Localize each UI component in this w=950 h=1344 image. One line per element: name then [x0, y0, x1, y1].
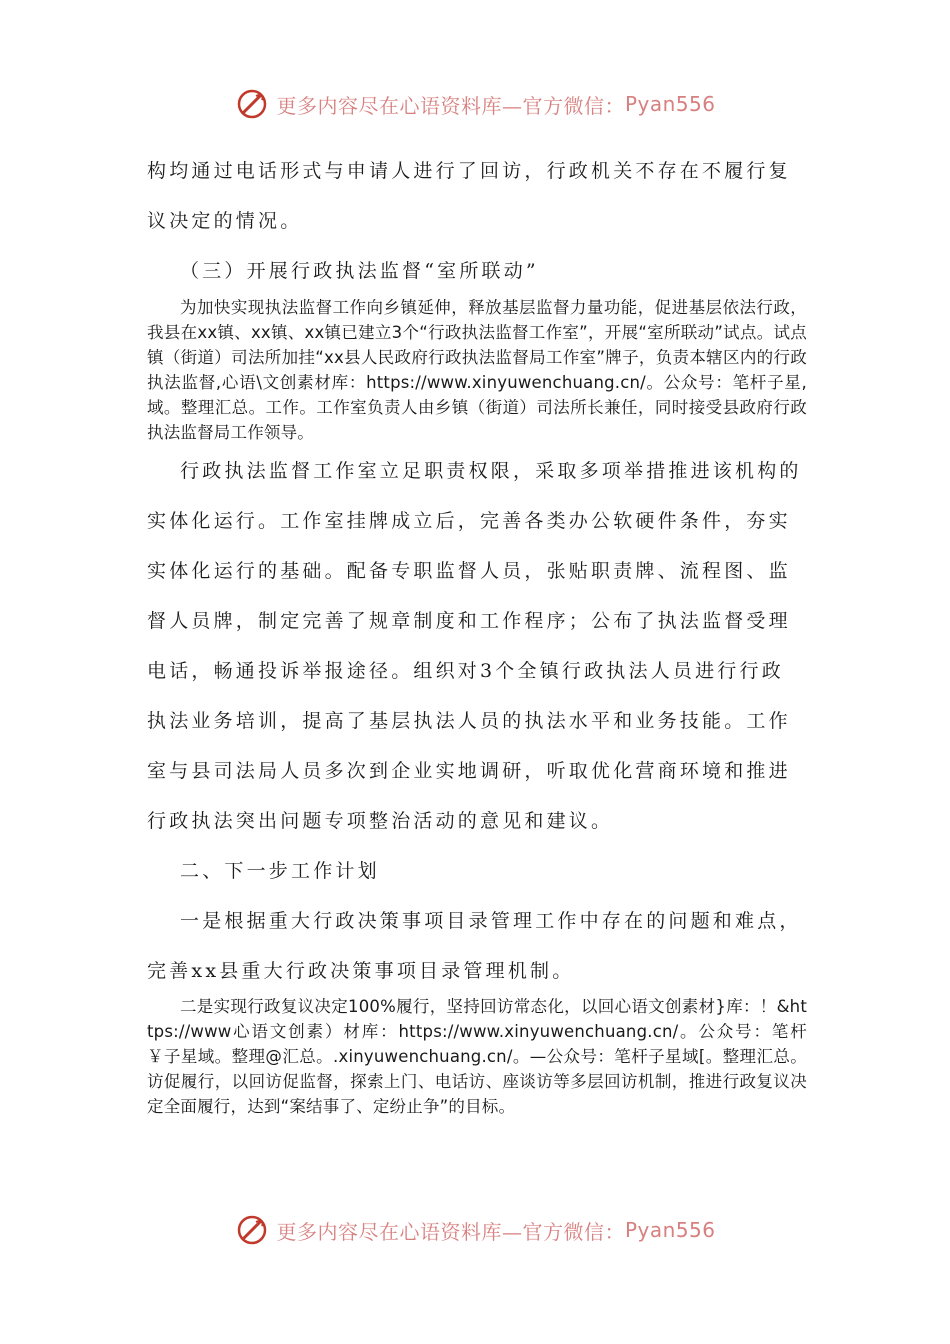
pen-logo-icon: [234, 86, 270, 122]
banner-wechat-id: Pyan556: [624, 1218, 716, 1242]
paragraph-line: 督人员牌，制定完善了规章制度和工作程序；公布了执法监督受理: [147, 610, 791, 632]
dense-paragraph: 二是实现行政复议决定100%履行，坚持回访常态化，以回心语文创素材}库：！&https://www心语文创素）材库：https://www.xinyuwenchuang.cn/。公众号：笔杆￥子星域。整理@汇总。.xinyuwenchuang.cn/。—公众号：笔杆子星域[。整理汇总。访促履行，以回访促监督，探索上门、电话访、座谈访等多层回访机制，推进行政复议决定全面履行，达到“案结事了、定纷止争”的目标。: [147, 997, 807, 1116]
paragraph-line: 构均通过电话形式与申请人进行了回访，行政机关不存在不履行复: [147, 160, 791, 182]
header-banner: [0, 82, 950, 126]
banner-wechat-id: Pyan556: [624, 92, 716, 116]
paragraph-line: 行政执法监督工作室立足职责权限，采取多项举措推进该机构的: [180, 460, 802, 482]
paragraph-line: 实体化运行。工作室挂牌成立后，完善各类办公软硬件条件，夯实: [147, 510, 791, 532]
paragraph-line: 室与县司法局人员多次到企业实地调研，听取优化营商环境和推进: [147, 760, 791, 782]
pen-logo-icon: [234, 1212, 270, 1248]
section-heading: 二、下一步工作计划: [180, 860, 380, 882]
paragraph-line: 议决定的情况。: [147, 210, 303, 232]
banner-text: 更多内容尽在心语资料库—官方微信：: [276, 93, 625, 118]
banner-text: 更多内容尽在心语资料库—官方微信：: [276, 1219, 625, 1244]
paragraph-line: 电话，畅通投诉举报途径。组织对3个全镇行政执法人员进行行政: [147, 660, 784, 682]
paragraph-line: 完善xx县重大行政决策事项目录管理机制。: [147, 960, 575, 982]
paragraph-line: 实体化运行的基础。配备专职监督人员，张贴职责牌、流程图、监: [147, 560, 791, 582]
paragraph-line: 行政执法突出问题专项整治活动的意见和建议。: [147, 810, 614, 832]
paragraph-line: 执法业务培训，提高了基层执法人员的执法水平和业务技能。工作: [147, 710, 791, 732]
dense-paragraph: 为加快实现执法监督工作向乡镇延伸，释放基层监督力量功能，促进基层依法行政，我县在xx镇、xx镇、xx镇已建立3个“行政执法监督工作室”，开展“室所联动”试点。试点镇（街道）司法所加挂“xx县人民政府行政执法监督局工作室”牌子，负责本辖区内的行政执法监督,心语\文创素材库：https://www.xinyuwenchuang.cn/。公众号：笔杆子星,域。整理汇总。工作。工作室负责人由乡镇（街道）司法所长兼任，同时接受县政府行政执法监督局工作领导。: [147, 298, 807, 442]
paragraph-line: 一是根据重大行政决策事项目录管理工作中存在的问题和难点，: [180, 910, 802, 932]
footer-banner: [0, 1208, 950, 1252]
section-heading: （三）开展行政执法监督“室所联动”: [180, 260, 539, 282]
